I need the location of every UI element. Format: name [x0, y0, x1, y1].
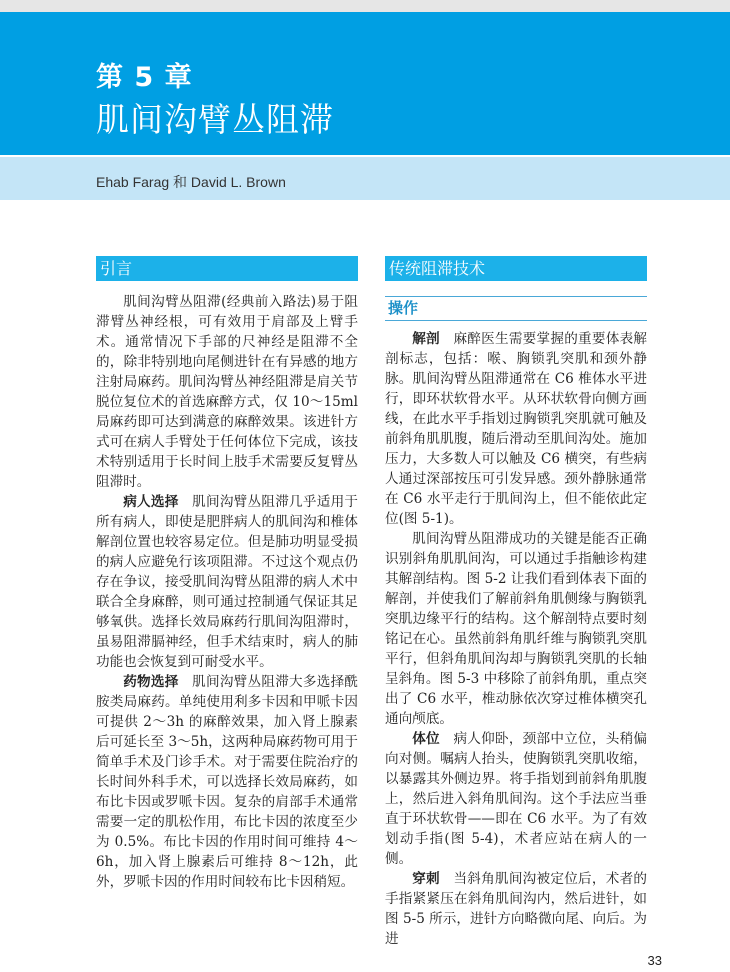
page-number: 33	[647, 953, 662, 968]
paragraph	[385, 529, 647, 729]
paragraph-text: 肌间沟臂丛阻滞(经典前入路法)易于阻滞臂丛神经根，可有效用于肩部及上臂手术。通常情况下手部的尺神经是阻滞不全的，除非特别地向尾侧进针在有异感的地方注射局麻药。肌间沟臂丛神经阻滞是肩关节脱位复位术的首选麻醉方式，仅 10～15ml 局麻药即可达到满意的麻醉效果。该进针方式可在病人手臂处于任何体位下完成，该技术特别适用于长时间上肢手术需要反复臂丛阻滞时。	[96, 294, 358, 490]
paragraph	[385, 329, 647, 529]
paragraph-text: 病人仰卧，颈部中立位，头稍偏向对侧。嘱病人抬头，使胸锁乳突肌收缩，以暴露其外侧边界。将手指划到前斜角肌腹上，然后进入斜角肌间沟。这个手法应当垂直于环状软骨——即在 C6 水平。为了有效划动手指(图 5-4)，术者应站在病人的一侧。	[385, 731, 648, 867]
paragraph-text: 肌间沟臂丛阻滞成功的关键是能否正确识别斜角肌肌间沟，可以通过手指触诊构建其解剖结构。图 5-2 让我们看到体表下面的解剖，并使我们了解前斜角肌侧缘与胸锁乳突肌边缘平行的结构。这个解剖特点要时刻铭记在心。虽然前斜角肌纤维与胸锁乳突肌平行，但斜角肌间沟却与胸锁乳突肌的长轴呈斜角。图 5-3 中移除了前斜角肌，重点突出了 C6 水平，椎动脉依次穿过椎体横突孔通向颅底。	[385, 531, 647, 727]
paragraph	[96, 292, 358, 492]
paragraph-text: 肌间沟臂丛阻滞大多选择酰胺类局麻药。单纯使用利多卡因和甲哌卡因可提供 2～3h 的麻醉效果，加入肾上腺素后可延长至 3～5h，这两种局麻药物可用于简单手术及门诊手术。对于需要住院治疗的长时间外科手术，可以选择长效局麻药，如布比卡因或罗哌卡因。复杂的肩部手术通常需要一定的肌松作用，布比卡因的浓度至少为 0.5%。布比卡因的作用时间可维持 4～6h，加入肾上腺素后可维持 8～12h，此外，罗哌卡因的作用时间较布比卡因稍短。	[96, 674, 359, 890]
chapter-number: 第 5 章	[96, 62, 193, 93]
paragraph-lead: 体位	[412, 731, 440, 747]
right-column	[385, 256, 662, 969]
paragraph	[96, 672, 358, 892]
paragraph	[96, 492, 358, 672]
paragraph-text: 当斜角肌间沟被定位后，术者的手指紧紧压在斜角肌间沟内，然后进针，如图 5-5 所示，进针方向略微向尾、向后。为进	[385, 871, 648, 947]
paragraph-text: 肌间沟臂丛阻滞几乎适用于所有病人，即使是肥胖病人的肌间沟和椎体解剖位置也较容易定位。但是肺功明显受损的病人应避免行该项阻滞。不过这个观点仍存在争议，接受肌间沟臂丛阻滞的病人术中联合全身麻醉，则可通过控制通气保证其足够氧供。选择长效局麻药行肌间沟阻滞时，虽易阻滞膈神经，但手术结束时，病人的肺功能也会恢复到可耐受水平。	[96, 494, 359, 670]
top-margin	[0, 0, 730, 12]
paragraph-lead: 解剖	[412, 331, 440, 347]
paragraph-lead: 穿刺	[412, 871, 440, 887]
paragraph-text: 麻醉医生需要掌握的重要体表解剖标志，包括：喉、胸锁乳突肌和颈外静脉。肌间沟臂丛阻滞通常在 C6 椎体水平进行，即环状软骨水平。从环状软骨向侧方画线，在此水平手指划过胸锁乳突肌就可触及前斜角肌肌腹，随后滑动至肌间沟处。施加压力，大多数人可以触及 C6 横突，有些病人通过深部按压可引发异感。颈外静脉通常在 C6 水平走行于肌间沟上，但不能依此定位(图 5-1)。	[385, 331, 648, 527]
section-heading-traditional-technique: 传统阻滞技术	[385, 256, 647, 281]
paragraph	[385, 729, 647, 869]
paragraph-lead: 病人选择	[123, 494, 179, 510]
subsection-heading-procedure: 操作	[385, 296, 647, 321]
authors: Ehab Farag 和 David L. Brown	[96, 174, 286, 190]
chapter-title: 肌间沟臂丛阻滞	[96, 100, 334, 139]
paragraph-lead: 药物选择	[123, 674, 179, 690]
left-column	[96, 256, 358, 892]
section-heading-introduction: 引言	[96, 256, 358, 281]
paragraph	[385, 869, 647, 949]
